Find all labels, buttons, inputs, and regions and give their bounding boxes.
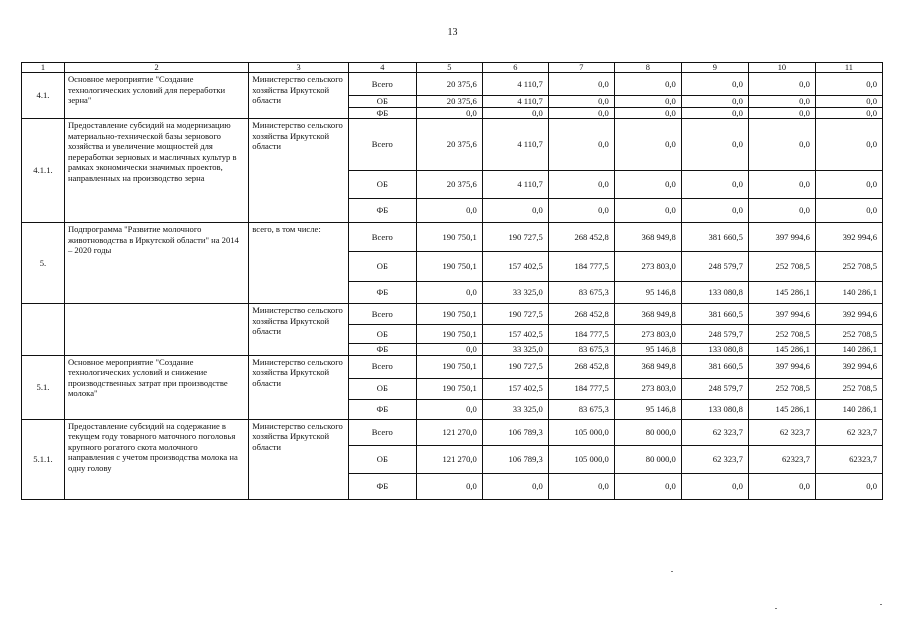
- table-row: [22, 73, 883, 96]
- amount-cell: 397 994,6: [748, 304, 815, 325]
- amount-cell: 121 270,0: [416, 419, 482, 445]
- responsible-executor: Министерство сельского хозяйства Иркутской области: [249, 304, 349, 356]
- column-number-row: [22, 63, 883, 73]
- scan-speck: [671, 571, 673, 572]
- amount-cell: 392 994,6: [815, 223, 882, 252]
- page-number: 13: [447, 27, 458, 38]
- column-header: 4: [348, 63, 416, 73]
- amount-cell: 0,0: [614, 107, 681, 119]
- table-row: [22, 419, 883, 445]
- amount-cell: 0,0: [416, 107, 482, 119]
- item-name: Подпрограмма "Развитие молочного животноводства в Иркутской области" на 2014 – 2020 годы: [64, 223, 248, 304]
- responsible-executor: Министерство сельского хозяйства Иркутской области: [249, 355, 349, 419]
- amount-cell: 0,0: [548, 73, 614, 96]
- column-header: 10: [748, 63, 815, 73]
- amount-cell: 0,0: [815, 96, 882, 108]
- amount-cell: 268 452,8: [548, 355, 614, 378]
- item-name: Основное мероприятие "Создание технологических условий для переработки зерна": [64, 73, 248, 119]
- amount-cell: 368 949,8: [614, 223, 681, 252]
- amount-cell: 0,0: [681, 73, 748, 96]
- budget-table: [21, 62, 883, 500]
- amount-cell: 4 110,7: [482, 119, 548, 171]
- scan-speck: [880, 604, 882, 605]
- amount-cell: 190 727,5: [482, 304, 548, 325]
- funding-source: Всего: [348, 419, 416, 445]
- amount-cell: 95 146,8: [614, 282, 681, 304]
- amount-cell: 157 402,5: [482, 378, 548, 399]
- amount-cell: 381 660,5: [681, 304, 748, 325]
- responsible-executor: Министерство сельского хозяйства Иркутской области: [249, 73, 349, 119]
- amount-cell: 184 777,5: [548, 378, 614, 399]
- funding-source: ОБ: [348, 325, 416, 344]
- amount-cell: 190 750,1: [416, 252, 482, 282]
- table-row: [22, 304, 883, 325]
- amount-cell: 0,0: [748, 107, 815, 119]
- amount-cell: 140 286,1: [815, 399, 882, 419]
- amount-cell: 252 708,5: [748, 252, 815, 282]
- amount-cell: 105 000,0: [548, 419, 614, 445]
- amount-cell: 0,0: [748, 119, 815, 171]
- amount-cell: 0,0: [416, 199, 482, 223]
- amount-cell: 0,0: [416, 344, 482, 356]
- item-number: [22, 304, 65, 356]
- funding-source: Всего: [348, 223, 416, 252]
- amount-cell: 392 994,6: [815, 355, 882, 378]
- amount-cell: 20 375,6: [416, 96, 482, 108]
- amount-cell: 0,0: [815, 73, 882, 96]
- amount-cell: 248 579,7: [681, 378, 748, 399]
- item-name: Основное мероприятие "Создание технологических условий и снижение производственных затрат при производстве молока": [64, 355, 248, 419]
- amount-cell: 106 789,3: [482, 445, 548, 473]
- amount-cell: 62 323,7: [748, 419, 815, 445]
- amount-cell: 20 375,6: [416, 73, 482, 96]
- amount-cell: 4 110,7: [482, 73, 548, 96]
- column-header: 9: [681, 63, 748, 73]
- amount-cell: 0,0: [614, 96, 681, 108]
- column-header: 1: [22, 63, 65, 73]
- amount-cell: 0,0: [614, 73, 681, 96]
- amount-cell: 0,0: [748, 171, 815, 199]
- amount-cell: 273 803,0: [614, 378, 681, 399]
- amount-cell: 62 323,7: [815, 419, 882, 445]
- responsible-executor: всего, в том числе:: [249, 223, 349, 304]
- amount-cell: 0,0: [548, 171, 614, 199]
- amount-cell: 0,0: [614, 199, 681, 223]
- funding-source: Всего: [348, 355, 416, 378]
- amount-cell: 0,0: [416, 399, 482, 419]
- amount-cell: 62 323,7: [681, 419, 748, 445]
- column-header: 3: [249, 63, 349, 73]
- item-number: 5.: [22, 223, 65, 304]
- amount-cell: 0,0: [614, 473, 681, 499]
- table-row: [22, 223, 883, 252]
- scan-speck: [775, 608, 777, 609]
- amount-cell: 121 270,0: [416, 445, 482, 473]
- amount-cell: 248 579,7: [681, 325, 748, 344]
- funding-source: ФБ: [348, 344, 416, 356]
- item-name: Предоставление субсидий на содержание в текущем году товарного маточного поголовья крупного рогатого скота молочного направления с учетом производства молока на одну голову: [64, 419, 248, 499]
- amount-cell: 0,0: [815, 107, 882, 119]
- amount-cell: 80 000,0: [614, 419, 681, 445]
- amount-cell: 184 777,5: [548, 252, 614, 282]
- amount-cell: 252 708,5: [815, 252, 882, 282]
- funding-source: ОБ: [348, 96, 416, 108]
- funding-source: ОБ: [348, 171, 416, 199]
- amount-cell: 0,0: [548, 107, 614, 119]
- funding-source: Всего: [348, 73, 416, 96]
- amount-cell: 95 146,8: [614, 399, 681, 419]
- column-header: 6: [482, 63, 548, 73]
- amount-cell: 190 750,1: [416, 223, 482, 252]
- amount-cell: 252 708,5: [815, 325, 882, 344]
- amount-cell: 33 325,0: [482, 399, 548, 419]
- amount-cell: 62323,7: [748, 445, 815, 473]
- amount-cell: 106 789,3: [482, 419, 548, 445]
- column-header: 8: [614, 63, 681, 73]
- funding-source: ФБ: [348, 399, 416, 419]
- amount-cell: 0,0: [681, 473, 748, 499]
- amount-cell: 0,0: [548, 473, 614, 499]
- amount-cell: 0,0: [748, 96, 815, 108]
- amount-cell: 190 727,5: [482, 223, 548, 252]
- item-number: 4.1.: [22, 73, 65, 119]
- amount-cell: 157 402,5: [482, 325, 548, 344]
- amount-cell: 0,0: [482, 199, 548, 223]
- amount-cell: 0,0: [548, 96, 614, 108]
- item-name: [64, 304, 248, 356]
- amount-cell: 140 286,1: [815, 344, 882, 356]
- amount-cell: 33 325,0: [482, 344, 548, 356]
- amount-cell: 381 660,5: [681, 223, 748, 252]
- column-header: 2: [64, 63, 248, 73]
- amount-cell: 0,0: [614, 119, 681, 171]
- amount-cell: 0,0: [815, 199, 882, 223]
- column-header: 11: [815, 63, 882, 73]
- funding-source: Всего: [348, 119, 416, 171]
- amount-cell: 268 452,8: [548, 304, 614, 325]
- amount-cell: 0,0: [614, 171, 681, 199]
- item-number: 4.1.1.: [22, 119, 65, 223]
- amount-cell: 0,0: [416, 282, 482, 304]
- amount-cell: 368 949,8: [614, 355, 681, 378]
- amount-cell: 381 660,5: [681, 355, 748, 378]
- item-number: 5.1.: [22, 355, 65, 419]
- amount-cell: 268 452,8: [548, 223, 614, 252]
- amount-cell: 0,0: [416, 473, 482, 499]
- amount-cell: 0,0: [815, 171, 882, 199]
- amount-cell: 248 579,7: [681, 252, 748, 282]
- amount-cell: 20 375,6: [416, 171, 482, 199]
- amount-cell: 0,0: [815, 473, 882, 499]
- amount-cell: 20 375,6: [416, 119, 482, 171]
- amount-cell: 0,0: [482, 107, 548, 119]
- funding-source: ФБ: [348, 282, 416, 304]
- responsible-executor: Министерство сельского хозяйства Иркутской области: [249, 419, 349, 499]
- amount-cell: 252 708,5: [748, 378, 815, 399]
- amount-cell: 0,0: [482, 473, 548, 499]
- amount-cell: 33 325,0: [482, 282, 548, 304]
- amount-cell: 252 708,5: [748, 325, 815, 344]
- funding-source: Всего: [348, 304, 416, 325]
- amount-cell: 157 402,5: [482, 252, 548, 282]
- amount-cell: 397 994,6: [748, 223, 815, 252]
- funding-source: ОБ: [348, 378, 416, 399]
- amount-cell: 0,0: [681, 171, 748, 199]
- amount-cell: 62323,7: [815, 445, 882, 473]
- amount-cell: 190 750,1: [416, 355, 482, 378]
- amount-cell: 0,0: [748, 73, 815, 96]
- amount-cell: 133 080,8: [681, 282, 748, 304]
- table-row: [22, 355, 883, 378]
- item-number: 5.1.1.: [22, 419, 65, 499]
- amount-cell: 4 110,7: [482, 96, 548, 108]
- amount-cell: 190 750,1: [416, 304, 482, 325]
- amount-cell: 190 750,1: [416, 325, 482, 344]
- amount-cell: 368 949,8: [614, 304, 681, 325]
- amount-cell: 252 708,5: [815, 378, 882, 399]
- amount-cell: 95 146,8: [614, 344, 681, 356]
- amount-cell: 0,0: [748, 199, 815, 223]
- amount-cell: 83 675,3: [548, 344, 614, 356]
- amount-cell: 133 080,8: [681, 344, 748, 356]
- funding-source: ОБ: [348, 252, 416, 282]
- amount-cell: 397 994,6: [748, 355, 815, 378]
- amount-cell: 190 750,1: [416, 378, 482, 399]
- amount-cell: 145 286,1: [748, 282, 815, 304]
- amount-cell: 0,0: [748, 473, 815, 499]
- funding-source: ФБ: [348, 473, 416, 499]
- amount-cell: 0,0: [681, 96, 748, 108]
- amount-cell: 145 286,1: [748, 399, 815, 419]
- amount-cell: 0,0: [548, 119, 614, 171]
- funding-source: ОБ: [348, 445, 416, 473]
- amount-cell: 83 675,3: [548, 282, 614, 304]
- amount-cell: 0,0: [681, 119, 748, 171]
- table-row: [22, 119, 883, 171]
- funding-source: ФБ: [348, 107, 416, 119]
- amount-cell: 392 994,6: [815, 304, 882, 325]
- item-name: Предоставление субсидий на модернизацию материально-технической базы зернового хозяйства и увеличение мощностей для переработки зерновых и масличных культур в рамках экономически значимых проектов, направленных на производство зерна: [64, 119, 248, 223]
- responsible-executor: Министерство сельского хозяйства Иркутской области: [249, 119, 349, 223]
- funding-source: ФБ: [348, 199, 416, 223]
- amount-cell: 80 000,0: [614, 445, 681, 473]
- column-header: 5: [416, 63, 482, 73]
- amount-cell: 273 803,0: [614, 252, 681, 282]
- amount-cell: 133 080,8: [681, 399, 748, 419]
- amount-cell: 0,0: [548, 199, 614, 223]
- amount-cell: 0,0: [681, 107, 748, 119]
- amount-cell: 0,0: [815, 119, 882, 171]
- amount-cell: 0,0: [681, 199, 748, 223]
- amount-cell: 140 286,1: [815, 282, 882, 304]
- amount-cell: 83 675,3: [548, 399, 614, 419]
- amount-cell: 184 777,5: [548, 325, 614, 344]
- amount-cell: 4 110,7: [482, 171, 548, 199]
- amount-cell: 190 727,5: [482, 355, 548, 378]
- amount-cell: 145 286,1: [748, 344, 815, 356]
- amount-cell: 273 803,0: [614, 325, 681, 344]
- amount-cell: 105 000,0: [548, 445, 614, 473]
- amount-cell: 62 323,7: [681, 445, 748, 473]
- column-header: 7: [548, 63, 614, 73]
